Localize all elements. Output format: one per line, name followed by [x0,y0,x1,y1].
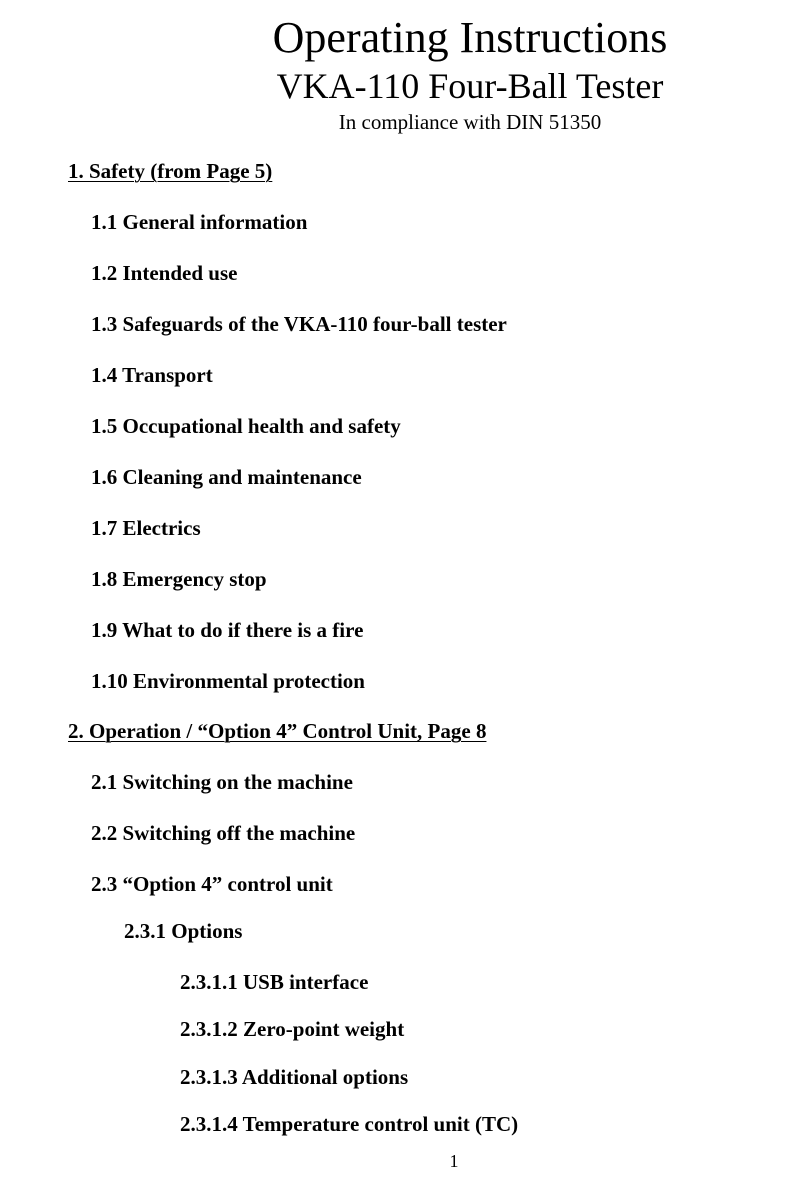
toc-entry-2-3-1-4: 2.3.1.4 Temperature control unit (TC) [180,1112,519,1136]
toc-entry-1-8: 1.8 Emergency stop [91,567,267,591]
toc-entry-1-2: 1.2 Intended use [91,261,238,285]
toc-entry-2-3: 2.3 “Option 4” control unit [91,872,333,896]
toc-entry-1-10: 1.10 Environmental protection [91,669,365,693]
document-title: Operating Instructions [272,13,668,62]
toc-entry-1-6: 1.6 Cleaning and maintenance [91,465,362,489]
toc-entry-1-5: 1.5 Occupational health and safety [91,414,401,438]
toc-entry-2-1: 2.1 Switching on the machine [91,770,353,794]
toc-entry-1-4: 1.4 Transport [91,363,213,387]
document-subtitle: VKA-110 Four-Ball Tester [276,66,664,106]
compliance-note: In compliance with DIN 51350 [338,110,602,134]
toc-entry-2-2: 2.2 Switching off the machine [91,821,356,845]
toc-entry-2-3-1-2: 2.3.1.2 Zero-point weight [180,1017,405,1041]
toc-section-1: 1. Safety (from Page 5) [68,159,273,183]
page-number: 1 [449,1151,459,1171]
toc-entry-1-1: 1.1 General information [91,210,308,234]
toc-entry-2-3-1-1: 2.3.1.1 USB interface [180,970,369,994]
toc-entry-2-3-1: 2.3.1 Options [124,919,243,943]
toc-entry-1-3: 1.3 Safeguards of the VKA-110 four-ball tester [91,312,507,336]
toc-section-2: 2. Operation / “Option 4” Control Unit, Page 8 [68,719,487,743]
toc-entry-2-3-1-3: 2.3.1.3 Additional options [180,1065,409,1089]
toc-entry-1-7: 1.7 Electrics [91,516,201,540]
toc-entry-1-9: 1.9 What to do if there is a fire [91,618,364,642]
